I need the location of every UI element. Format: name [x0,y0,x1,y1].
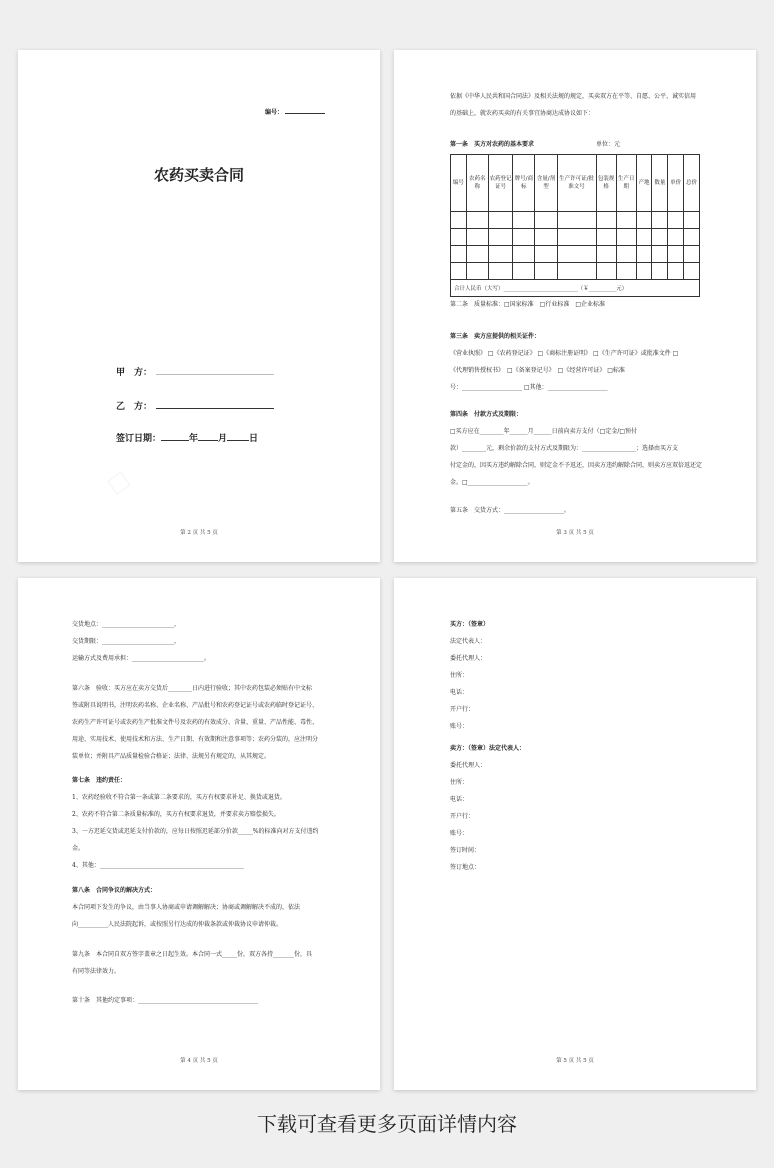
table-header: 数量 [652,155,668,212]
table-header: 单价 [668,155,684,212]
contract-page-4 [18,578,380,1090]
article-3: 第三条 卖方应提供的相关证件： 《营业执照》 □《农药登记证》 □《商标注册证明》 □《生产许可证》或批准文件 □ 《代理销售授权书》 □《备案登记号》 □《经营许可证》 □标准 号：____________________ □其他：____________________ [450,333,679,391]
contract-title: 农药买卖合同 [153,166,244,184]
table-header: 农药登记证号 [488,155,512,212]
intro-text: 依据《中华人民共和国合同法》及相关法规的规定，买卖双方在平等、自愿、公平、诚实信用 的基础上，就农药买卖的有关事宜协商达成协议如下： [450,93,697,117]
article-4: 第四条 付款方式及期限： □买方应在________年______月______日前向卖方支付（□定金/□预付 款）________元，剩余价款的支付方式及期限为：__________________；选择由买方支 付定金的，因买方违约解除合同，则定金不予返还，因卖方违约解除合同，则卖方应双倍返还定 金。□____________________。 [450,411,703,486]
table-total-row: 合计人民币（大写）___________________________（￥__________元） [451,280,700,297]
table-header: 牌号/商标 [513,155,535,212]
party-a-field: 甲 方： [116,364,274,378]
page-footer: 第 3 页 共 5 页 [556,530,594,536]
table-header: 编号 [451,155,467,212]
page-footer: 第 4 页 共 5 页 [180,1058,218,1064]
table-header: 包装规格 [596,155,616,212]
page-footer: 第 5 页 共 5 页 [556,1058,594,1064]
article-2: 第二条 质量标准：□国家标准 □行业标准 □企业标准 [450,301,606,308]
goods-table [450,154,700,297]
article-9: 第九条 本合同自双方签字盖章之日起生效。本合同一式_____份，双方各持_______份，具 有同等法律效力。 [72,951,313,975]
table-header: 总价 [684,155,700,212]
table-header: 生产许可证/批准文号 [557,155,596,212]
table-header: 产地 [636,155,652,212]
download-caption[interactable]: 下载可查看更多页面详情内容 [257,1112,517,1136]
page-footer: 第 2 页 共 5 页 [180,530,218,536]
sign-date-field: 签订日期： 年 月 日 [116,430,258,444]
party-b-field: 乙 方： [116,398,274,412]
article-6: 第六条 验收：买方应在卖方交货后________日内进行验收；其中农药包装必须贴有中文标 签或附具说明书，注明农药名称、企业名称、产品批号和农药登记证号或农药临时登记证号、 农药生产许可证号或农药生产批准文件号及农药的有效成分、含量、重量、产品性能、毒性、 用途、实用技术、使用技术和方法、生产日期、有效期和注意事项等；农药分装的，应注明分 装单位；并附具产品质量检验合格证；法律、法规另有规定的，从其规定。 [72,685,319,760]
contract-number: 编号： [265,106,325,116]
seller-signature-block: 卖方：（签章）法定代表人： 委托代理人： 住所： 电话： 开户行： 账号： 签订时间： 签订地点： [450,745,526,871]
table-header: 农药名称 [466,155,488,212]
article-5: 第五条 交货方式：____________________。 [450,507,571,514]
table-header: 生产日期 [616,155,636,212]
article-10: 第十条 其他约定事项：________________________________________ [72,997,259,1004]
delivery-section: 交货地点：________________________， 交货期限：________________________， 运输方式及费用承担：________________________。 [72,621,211,662]
article-1-title: 第一条 买方对农药的基本要求 单位：元 [450,141,621,148]
contract-page-5 [394,578,756,1090]
article-7: 第七条 违约责任： 1、农药经验收不符合第一条或第二条要求的，买方有权要求补足、换货或退货。 2、农药不符合第二条质量标准的，买方有权要求退货，并要求卖方赔偿损失。 3、一方迟延交货或迟延支付价款的，应每日按照迟延部分价款_____%的标准向对方支付违约 金。 4、其他：________________________________________________ [72,777,319,869]
article-8: 第八条 合同争议的解决方式： 本合同项下发生的争议，由当事人协商或申请调解解决；协商或调解解决不成的，依法 向__________人民法院起诉，或按照另行达成的仲裁条款或仲裁协议申请仲裁。 [72,887,301,928]
buyer-signature-block: 买方：（签章） 法定代表人： 委托代理人： 住所： 电话： 开户行： 账号： [450,621,490,730]
contract-page-3 [394,50,756,562]
contract-page-2 [18,50,380,562]
table-header: 含量/剂型 [535,155,557,212]
